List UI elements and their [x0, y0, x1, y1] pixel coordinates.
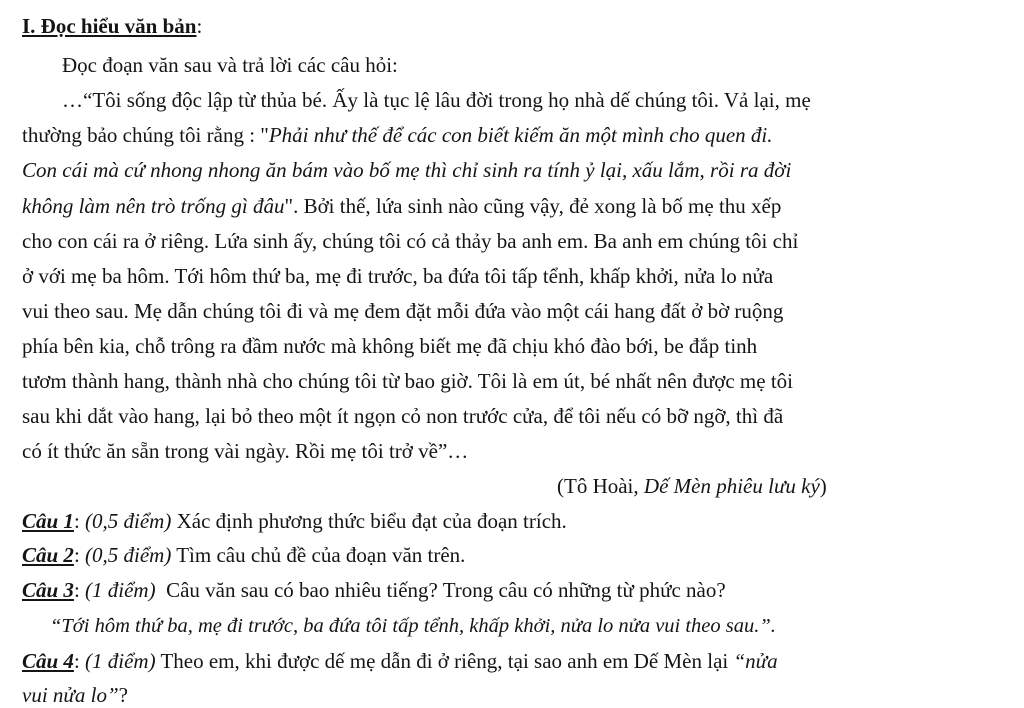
question-3-label: Câu 3 [22, 578, 74, 602]
instruction-text: Đọc đoạn văn sau và trả lời các câu hỏi: [62, 53, 398, 77]
passage-line-2-normal: thường bảo chúng tôi rằng : " [22, 123, 269, 147]
passage-line-5: cho con cái ra ở riêng. Lứa sinh ấy, chúng tôi có cả thảy ba anh em. Ba anh em chúng tôi chỉ [22, 229, 799, 253]
question-2-points: (0,5 điểm) [85, 543, 172, 567]
question-3-points: (1 điểm) [85, 578, 156, 602]
source-close: ) [819, 474, 827, 498]
passage-line-4-italic: không làm nên trò trống gì đâu [22, 194, 285, 218]
source-title: Dế Mèn phiêu lưu ký [643, 474, 820, 498]
question-2-text: Tìm câu chủ đề của đoạn văn trên. [171, 543, 466, 567]
source-citation [557, 473, 827, 499]
passage-line-9: tươm thành hang, thành nhà cho chúng tôi từ bao giờ. Tôi là em út, bé nhất nên được mẹ tôi [22, 369, 794, 393]
passage-line-1: …“Tôi sống độc lập từ thủa bé. Ấy là tục lệ lâu đời trong họ nhà dế chúng tôi. Vả lại, mẹ [62, 88, 811, 112]
passage-line-4-normal: ". Bởi thế, lứa sinh nào cũng vậy, đẻ xong là bố mẹ thu xếp [284, 194, 782, 218]
passage-line-11: có ít thức ăn sẵn trong vài ngày. Rồi mẹ tôi trở về”… [22, 439, 469, 463]
passage-line-4 [22, 193, 781, 219]
question-4-quote-start: “nửa [733, 649, 778, 673]
passage-line-2-italic: Phải như thế để các con biết kiếm ăn một mình cho quen đi. [268, 123, 773, 147]
passage-line-2 [22, 122, 773, 148]
question-2-label: Câu 2 [22, 543, 74, 567]
question-4-text: Theo em, khi được dế mẹ dẫn đi ở riêng, tại sao anh em Dế Mèn lại [155, 649, 734, 673]
question-2-colon: : [73, 543, 86, 567]
passage-line-8: phía bên kia, chỗ trông ra đầm nước mà không biết mẹ đã chịu khó đào bới, be đắp tinh [22, 334, 758, 358]
question-3-quote: “Tới hôm thứ ba, mẹ đi trước, ba đứa tôi tấp tểnh, khấp khởi, nửa lo nửa vui theo sau.”. [50, 615, 776, 637]
question-4-continued [22, 682, 128, 708]
section-heading-line [22, 13, 202, 39]
question-4 [22, 648, 778, 674]
section-heading: I. Đọc hiểu văn bản [22, 14, 197, 38]
passage-line-10: sau khi dắt vào hang, lại bỏ theo một ít ngọn cỏ non trước cửa, để tôi nếu có bỡ ngỡ, thì đã [22, 404, 784, 428]
question-1-label: Câu 1 [22, 509, 74, 533]
question-3-text: Câu văn sau có bao nhiêu tiếng? Trong câu có những từ phức nào? [155, 578, 726, 602]
question-4-points: (1 điểm) [85, 649, 156, 673]
passage-line-6: ở với mẹ ba hôm. Tới hôm thứ ba, mẹ đi trước, ba đứa tôi tấp tểnh, khấp khởi, nửa lo nửa [22, 264, 774, 288]
question-1-colon: : [73, 509, 86, 533]
question-1-text: Xác định phương thức biểu đạt của đoạn trích. [171, 509, 567, 533]
question-4-end: ? [118, 683, 128, 707]
question-1 [22, 508, 567, 534]
question-4-colon: : [73, 649, 86, 673]
question-1-points: (0,5 điểm) [85, 509, 172, 533]
question-3-colon: : [73, 578, 86, 602]
question-3 [22, 577, 726, 603]
question-4-label: Câu 4 [22, 649, 74, 673]
question-4-quote-end: vui nửa lo” [22, 683, 119, 707]
section-heading-colon: : [196, 14, 203, 38]
question-2 [22, 542, 465, 568]
passage-line-3: Con cái mà cứ nhong nhong ăn bám vào bố mẹ thì chỉ sinh ra tính ỷ lại, xấu lắm, rồi ra đời [22, 158, 792, 182]
passage-line-7: vui theo sau. Mẹ dẫn chúng tôi đi và mẹ đem đặt mỗi đứa vào một cái hang đất ở bờ ruộng [22, 299, 784, 323]
source-open: (Tô Hoài, [557, 474, 644, 498]
